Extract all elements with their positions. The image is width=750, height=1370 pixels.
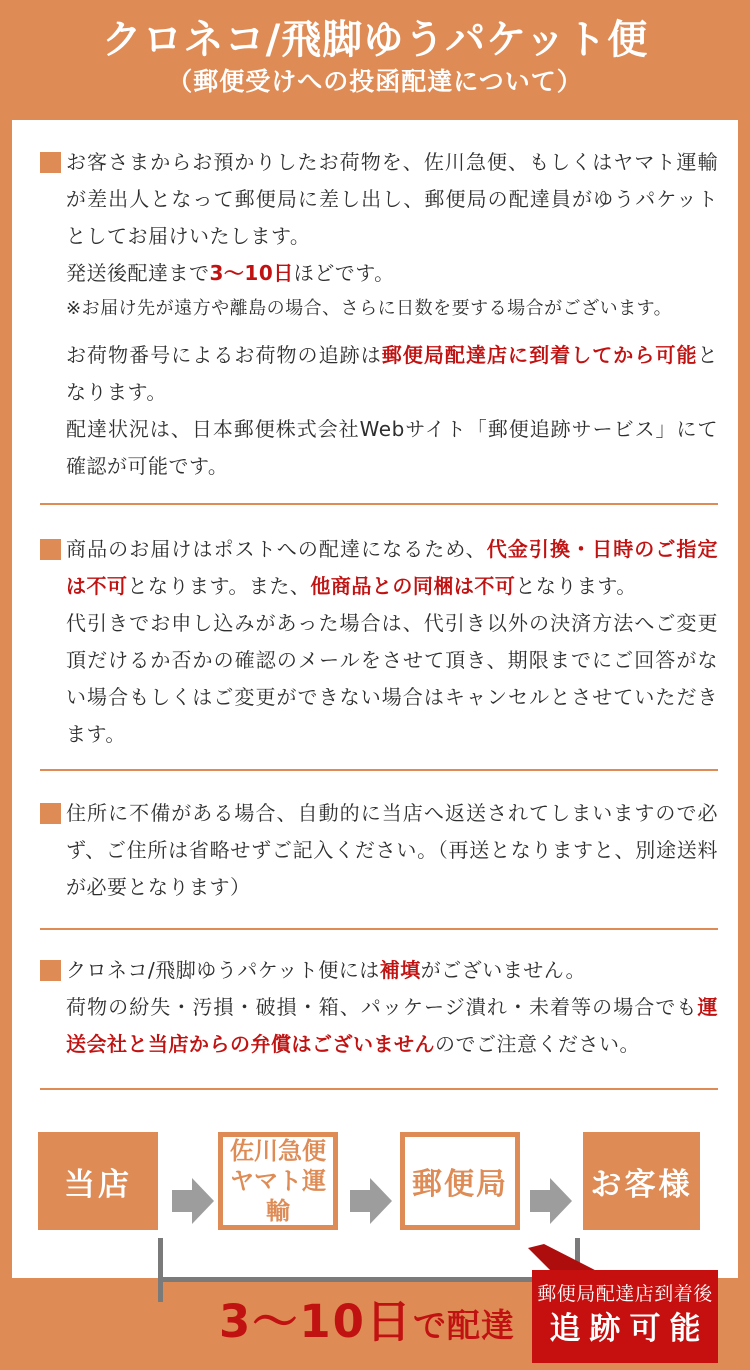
text-section [40,144,718,325]
section-divider [40,503,718,505]
content-panel [12,120,738,1348]
header-banner [0,0,750,120]
plain-text: ほどです。 [293,261,395,285]
flow-box-customer-label: お客様 [590,1166,693,1203]
plain-text: 商品のお届けはポストへの配達になるため、 [66,537,487,561]
bullet-square-icon [40,152,61,173]
plain-text: 代引きでお申し込みがあった場合は、代引き以外の決済方法へご変更頂だけるか否かの確認のメールをさせて頂き、期限までにご回答がない場合もしくはご変更ができない場合はキャンセルとさせていただきます。 [66,611,718,746]
flow-box-carrier [218,1132,338,1230]
body-paragraph [66,255,718,292]
body-paragraph [66,292,718,325]
section-divider [40,769,718,771]
bullet-square-icon [40,539,61,560]
bullet-square-icon [40,803,61,824]
plain-text: がございません。 [420,958,586,982]
plain-text: ※お届け先が遠方や離島の場合、さらに日数を要する場合がございます。 [66,298,673,319]
arrow-right-icon [350,1178,392,1224]
plain-text: 荷物の紛失・汚損・破損・箱、パッケージ潰れ・未着等の場合でも [66,995,698,1019]
flow-box-customer [583,1132,700,1230]
duration-days: 3～10日 [219,1295,413,1348]
body-paragraph [66,989,718,1063]
delivery-duration-label [152,1285,582,1350]
body-paragraph [66,795,718,906]
flow-box-carrier-line1: 佐川急便 [230,1137,326,1165]
text-section [40,795,718,906]
text-sections [40,144,718,1090]
highlighted-text: 3～10日 [209,261,294,285]
flow-box-carrier-line2: ヤマト運輸 [230,1167,326,1225]
flow-box-post-office-label: 郵便局 [412,1167,508,1202]
plain-text: お荷物番号によるお荷物の追跡は [66,343,382,367]
plain-text: となります。 [66,343,718,404]
section-divider [40,1088,718,1090]
plain-text: クロネコ/飛脚ゆうパケット便には [66,958,380,982]
plain-text: となります。また、 [127,574,311,598]
text-section [40,531,718,753]
page-subtitle: （郵便受けへの投函配達について） [167,67,583,96]
tracking-badge-line2: 追跡可能 [549,1311,710,1347]
highlighted-text: 補填 [379,958,421,982]
body-paragraph [66,952,718,989]
body-paragraph [66,531,718,605]
body-paragraph [66,144,718,255]
flow-box-shop [38,1132,158,1230]
tracking-badge [532,1270,718,1363]
bullet-square-icon [40,960,61,981]
body-paragraph [66,337,718,411]
body-paragraph [66,411,718,485]
text-section [40,337,718,485]
tracking-badge-line1: 郵便局配達店到着後 [537,1283,713,1305]
body-paragraph [66,605,718,753]
section-divider [40,928,718,930]
plain-text: のでご注意ください。 [435,1032,640,1056]
page-title: クロネコ/飛脚ゆうパケット便 [101,17,649,63]
arrow-right-icon [172,1178,214,1224]
duration-suffix: で配達 [412,1306,515,1345]
flow-box-shop-label: 当店 [64,1166,132,1203]
highlighted-text: 代金引換・日時のご指定は不可 [66,537,719,598]
arrow-right-icon [530,1178,572,1224]
delivery-flow-diagram [12,1125,738,1370]
plain-text: お客さまからお預かりしたお荷物を、佐川急便、もしくはヤマト運輸が差出人となって郵便局に差し出し、郵便局の配達員がゆうパケットとしてお届けいたします。 [66,150,718,248]
plain-text: 発送後配達まで [66,261,210,285]
text-section [40,952,718,1063]
plain-text: 配達状況は、日本郵便株式会社Webサイト「郵便追跡サービス」にて確認が可能です。 [66,417,718,478]
flow-box-post-office [400,1132,520,1230]
highlighted-text: 郵便局配達店に到着してから可能 [381,343,698,367]
highlighted-text: 他商品との同梱は不可 [310,574,516,598]
plain-text: 住所に不備がある場合、自動的に当店へ返送されてしまいますので必ず、ご住所は省略せずご記入ください。（再送となりますと、別途送料が必要となります） [66,801,718,899]
plain-text: となります。 [515,574,637,598]
highlighted-text: 運送会社と当店からの弁償はございません [66,995,718,1056]
